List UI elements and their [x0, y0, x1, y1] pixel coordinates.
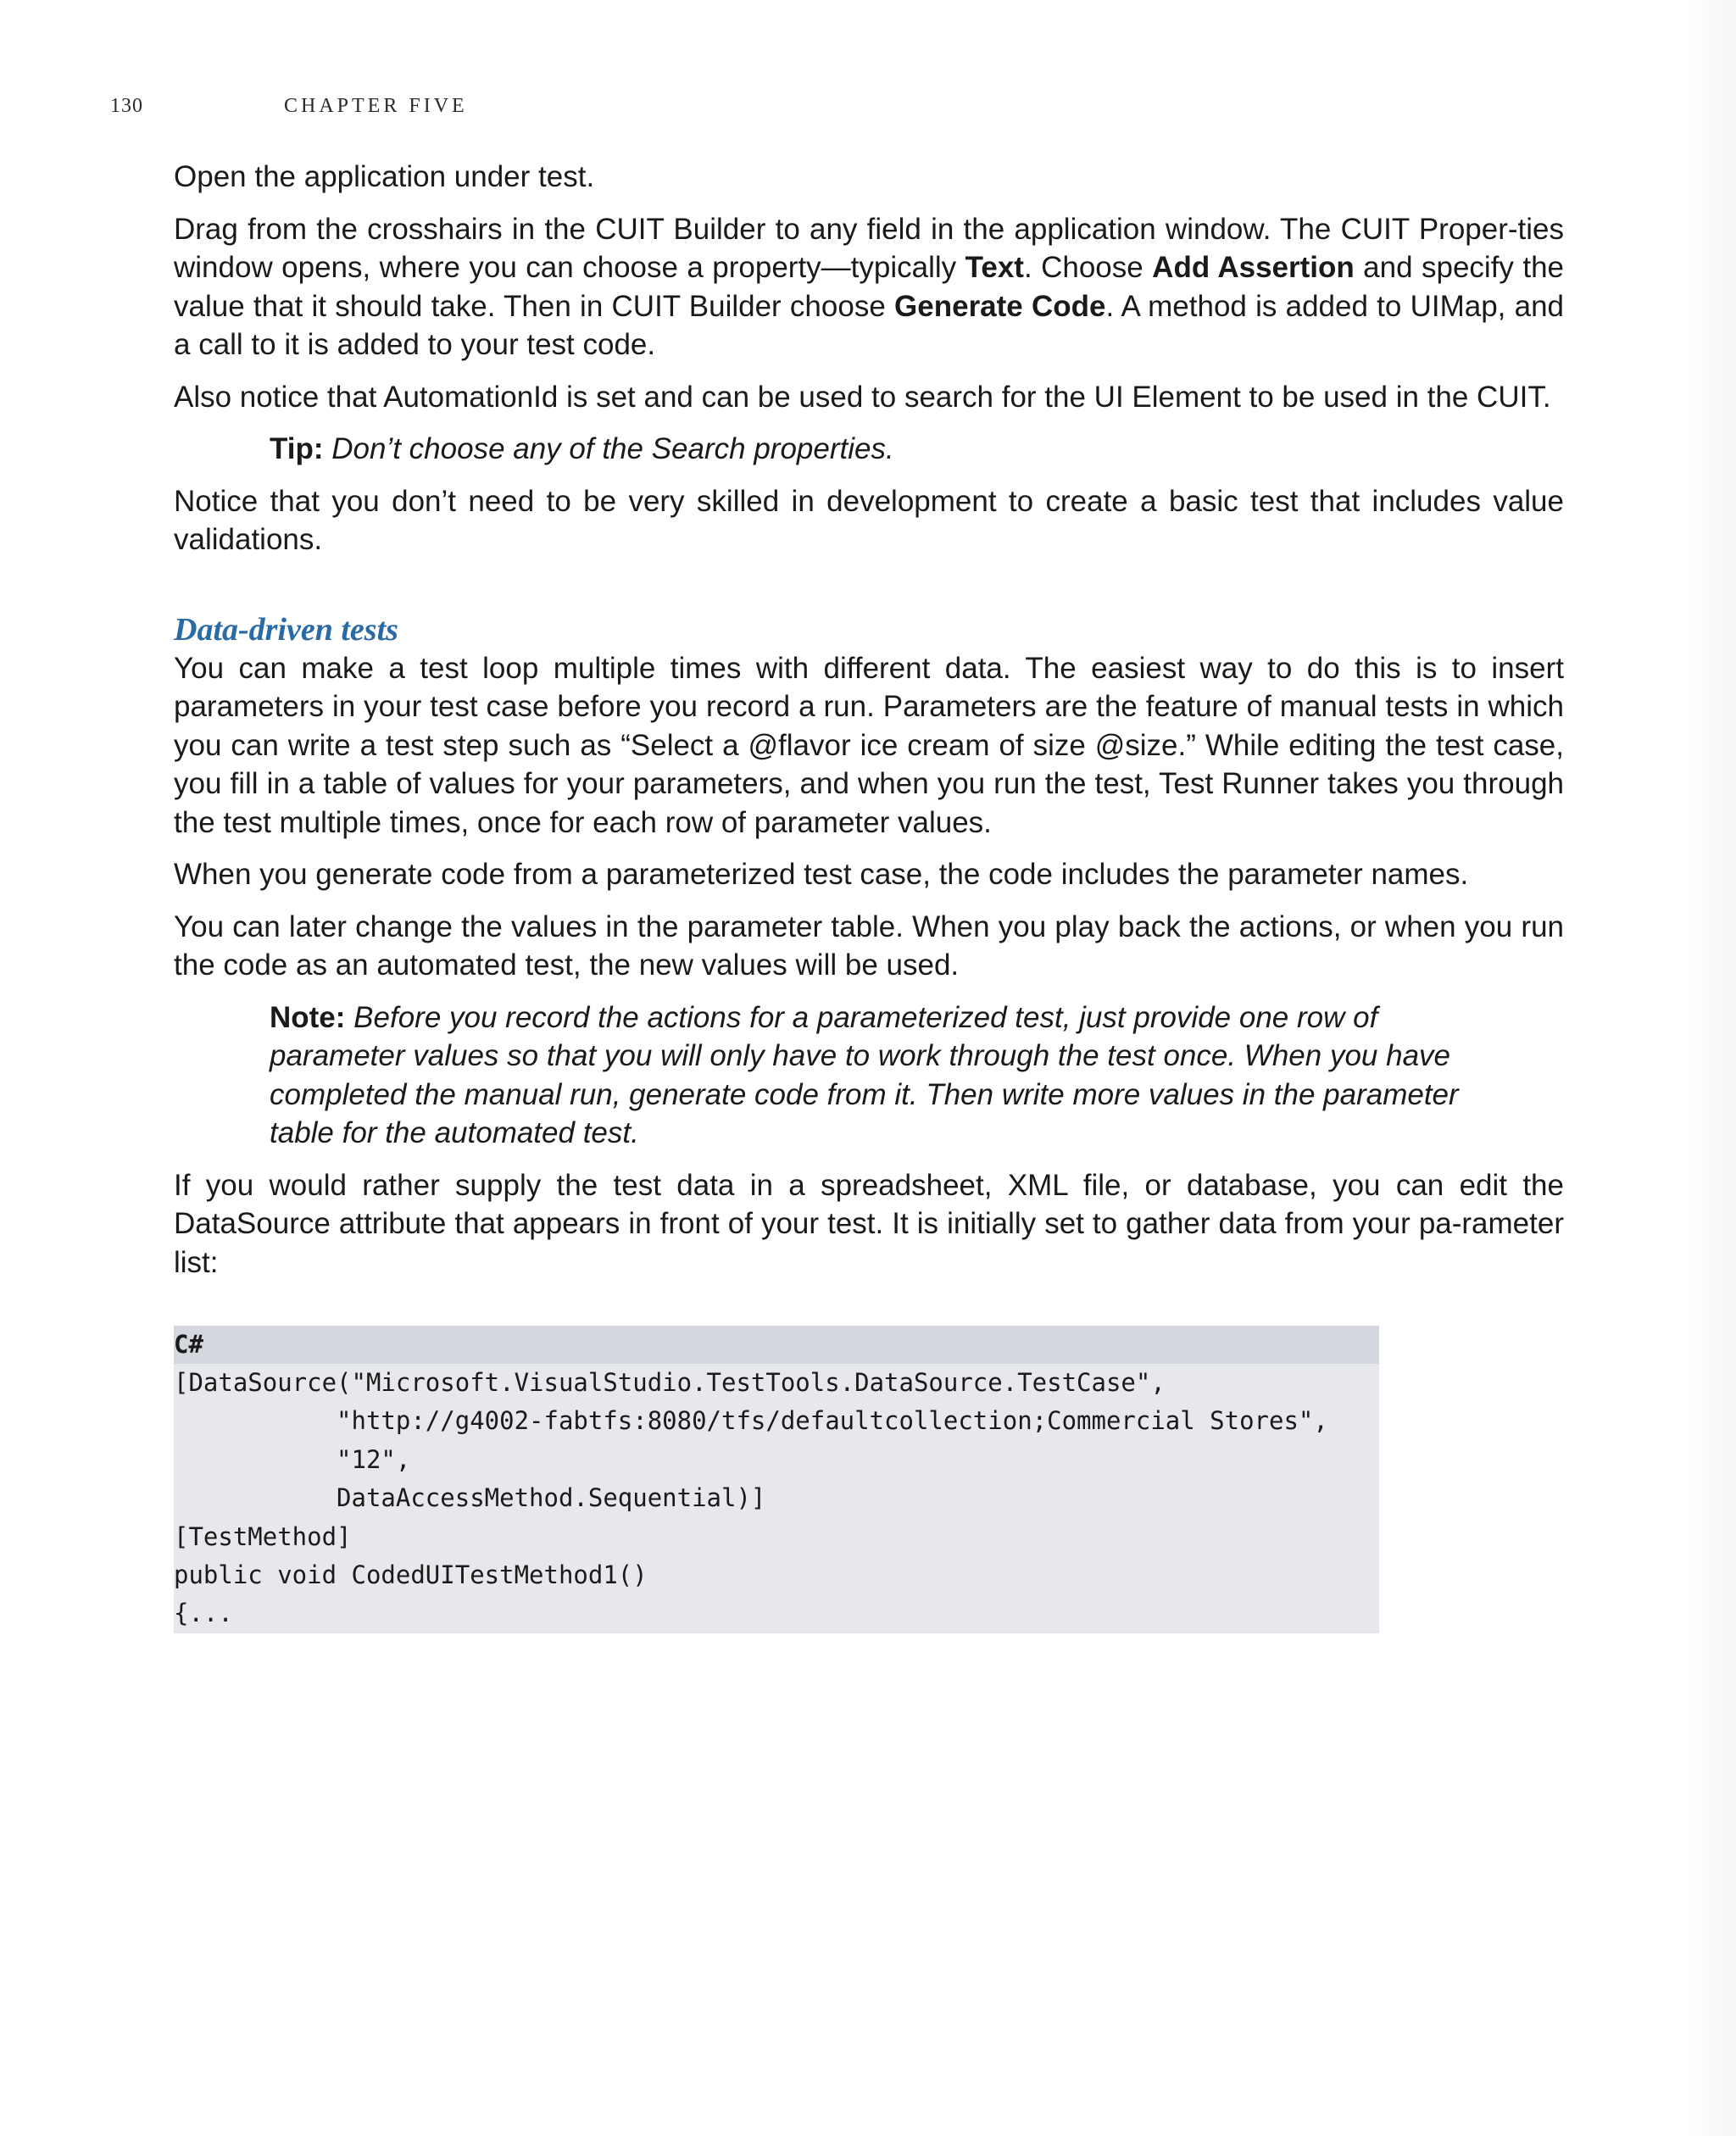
note-label: Note:	[270, 1000, 346, 1034]
text-run: Drag from the crosshairs in the CUIT Builder to any field in the application window. The CUIT Proper-ties window opens, where you can choose a property—typically	[174, 212, 1564, 284]
ui-term-text: Text	[965, 251, 1024, 284]
paragraph-drag-crosshairs	[174, 210, 1564, 364]
note-box	[174, 998, 1564, 1153]
ui-term-add-assertion: Add Assertion	[1152, 251, 1355, 284]
paragraph-skills: Notice that you don’t need to be very skilled in development to create a basic test that includes value validations.	[174, 484, 1564, 556]
code-line: [TestMethod]	[174, 1521, 352, 1551]
paragraph-data-source: If you would rather supply the test data in a spreadsheet, XML file, or database, you can edit the DataSource attribute that appears in front of your test. It is initially set to gather data from your pa-rameter list:	[174, 1168, 1564, 1279]
text-run: and specify the value that it should take. Then in CUIT Builder choose	[174, 251, 1565, 323]
page-content	[174, 158, 1564, 1633]
code-line: [DataSource("Microsoft.VisualStudio.TestTools.DataSource.TestCase",	[174, 1368, 1166, 1397]
tip-text: Don’t choose any of the Search properties.	[323, 432, 894, 465]
tip-label: Tip:	[270, 432, 324, 465]
code-line: "12",	[174, 1444, 411, 1474]
code-block	[174, 1326, 1379, 1633]
chapter-title: CHAPTER FIVE	[284, 95, 468, 117]
ui-term-generate-code: Generate Code	[894, 289, 1106, 323]
page-number: 130	[110, 95, 143, 117]
code-line: "http://g4002-fabtfs:8080/tfs/defaultcollection;Commercial Stores",	[174, 1406, 1328, 1436]
code-line: DataAccessMethod.Sequential)]	[174, 1483, 766, 1513]
paragraph-generate-code: When you generate code from a parameterized test case, the code includes the parameter names.	[174, 858, 1469, 891]
paragraph-open-app: Open the application under test.	[174, 160, 595, 193]
paragraph-automation-id: Also notice that AutomationId is set and can be used to search for the UI Element to be used in the CUIT.	[174, 380, 1551, 414]
code-line: public void CodedUITestMethod1()	[174, 1560, 648, 1589]
tip-box	[174, 430, 1564, 469]
code-language-label: C#	[174, 1326, 1379, 1364]
text-run: . A method is added to UIMap, and a call to it is added to your test code.	[174, 289, 1565, 361]
text-run: . Choose	[1023, 251, 1153, 284]
note-text: Before you record the actions for a parameterized test, just provide one row of parameter values so that you will only have to work through the test once. When you have completed the manual run, generate code from it. Then write more values in the parameter table for the automated test.	[270, 1000, 1459, 1149]
page-edge	[1685, 0, 1736, 2136]
paragraph-loop-data: You can make a test loop multiple times with different data. The easiest way to do this is to insert parameters in your test case before you record a run. Parameters are the feature of manual tests in which you can write a test step such as “Select a @flavor ice cream of size @size.” While editing the test case, you fill in a table of values for your parameters, and when you run the test, Test Runner takes you through the test multiple times, once for each row of parameter values.	[174, 651, 1564, 839]
section-heading: Data-driven tests	[174, 611, 398, 648]
paragraph-change-values: You can later change the values in the parameter table. When you play back the actions, or when you run the code as an automated test, the new values will be used.	[174, 909, 1564, 982]
code-line: {...	[174, 1599, 233, 1628]
